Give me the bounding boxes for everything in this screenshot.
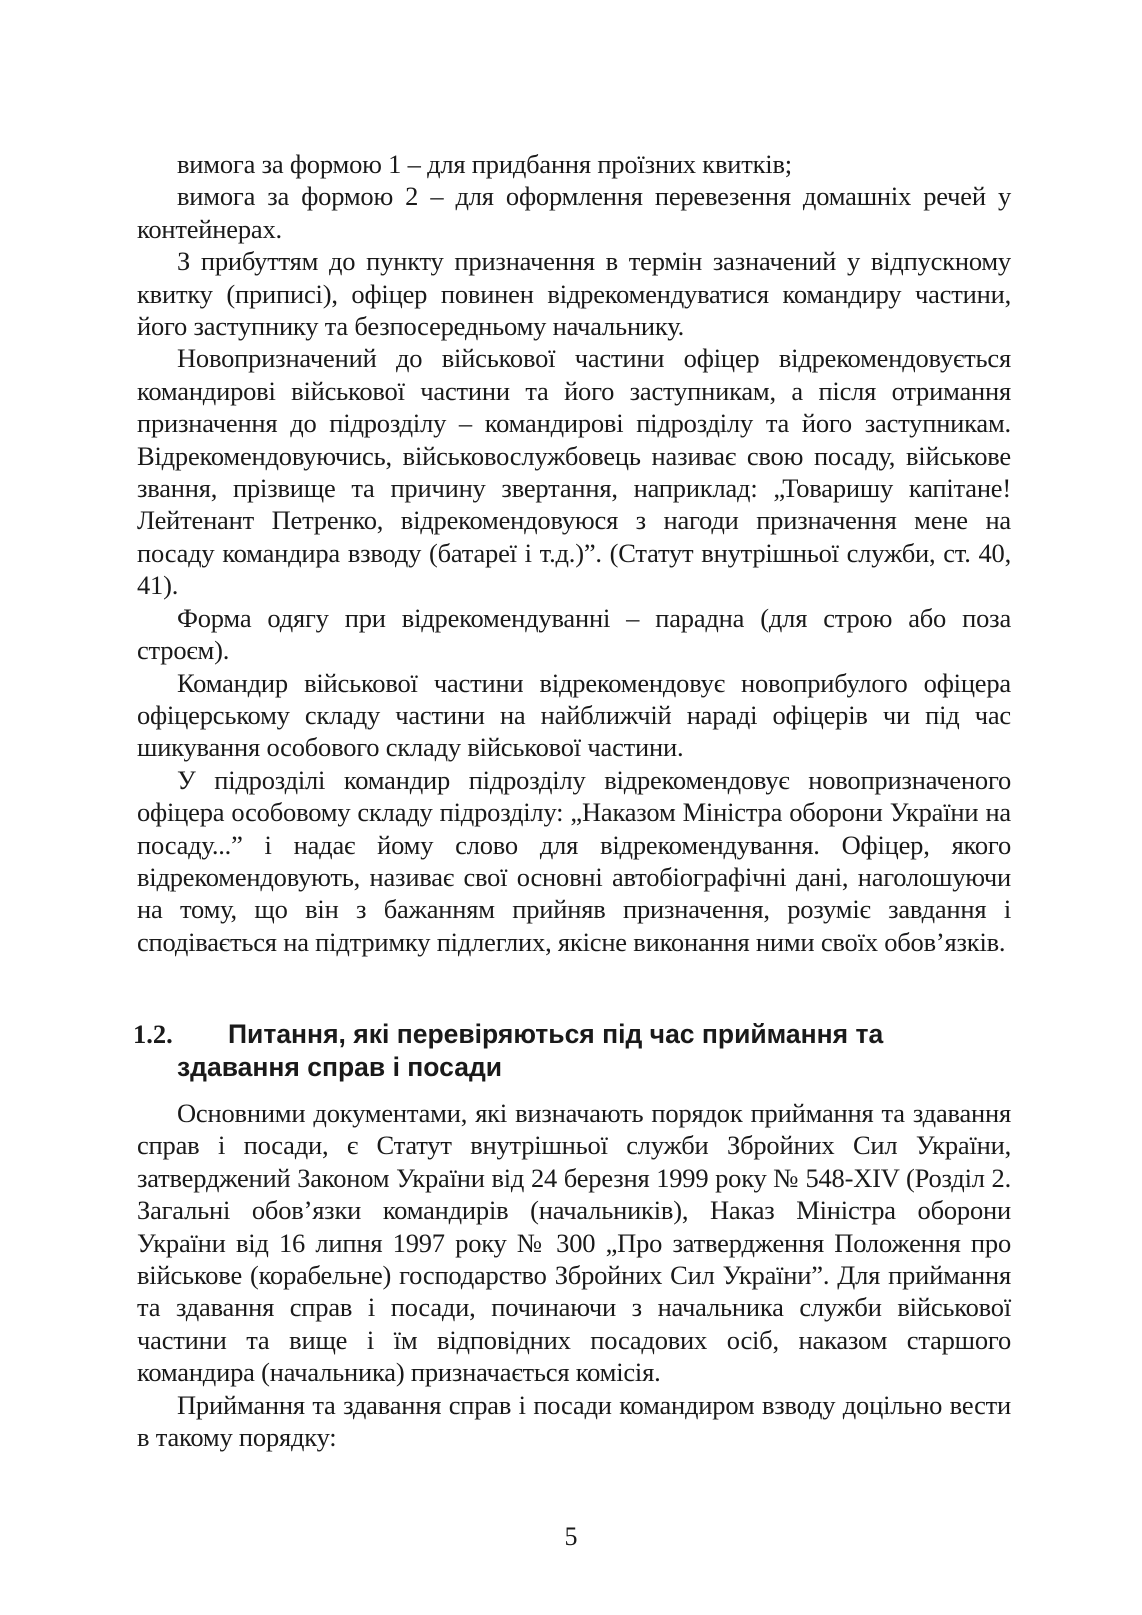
body-text-bottom [137,1097,1011,1453]
section-title-line-1: Питання, які перевіряються під час приймання та [228,1019,884,1049]
paragraph: Основними документами, які визначають порядок приймання та здавання справ і посади, є Статут внутрішньої служби Збройних Сил України, затверджений Законом України від 24 березня 1999 року № 548-XIV (Розділ 2. Загальні обов’язки командирів (начальників), Наказ Міністра оборони України від 16 липня 1997 року № 300 „Про затвердження Положення про військове (корабельне) господарство Збройних Сил України”. Для приймання та здавання справ і посади, починаючи з начальника служби військової частини та вище і їм відповідних посадових осіб, наказом старшого командира (начальника) призначається комісія. [137,1098,1011,1388]
paragraph: Форма одягу при відрекомендуванні – парадна (для строю або поза строєм). [137,602,1011,666]
paragraph: Приймання та здавання справ і посади командиром взводу доцільно вести в такому порядку: [137,1389,1011,1453]
paragraph: З прибуттям до пункту призначення в термін зазначений у відпускному квитку (приписі), офіцер повинен відрекомендуватися командиру частини, його заступнику та безпосередньому начальнику. [137,246,1011,342]
paragraph: вимога за формою 1 – для придбання проїзних квитків; [177,149,792,179]
section-number: 1.2. [133,1019,173,1049]
section-heading [133,1018,1013,1084]
page-number: 5 [564,1522,578,1551]
section-title-line-2: здавання справ і посади [177,1052,503,1082]
paragraph: Командир військової частини відрекомендовує новоприбулого офіцера офіцерському складу частини на найближчій нараді офіцерів чи під час шикування особового складу військової частини. [137,667,1011,763]
paragraph: вимога за формою 2 – для оформлення перевезення домашніх речей у контейнерах. [137,181,1011,244]
body-text-top [137,148,1011,958]
paragraph: Новопризначений до військової частини офіцер відрекомендовується командирові військової частини та його заступникам, а після отримання призначення до підрозділу – командирові підрозділу та його заступникам. Відрекомендовуючись, військовослужбовець називає свою посаду, військове звання, прізвище та причину звертання, наприклад: „Товаришу капітане! Лейтенант Петренко, відрекомендовуюся з нагоди призначення мене на посаду командира взводу (батареї і т.д.)”. (Статут внутрішньої служби, ст. 40, 41). [137,343,1011,601]
paragraph: У підрозділі командир підрозділу відрекомендовує новопризначеного офіцера особовому складу підрозділу: „Наказом Міністра оборони України на посаду...” і надає йому слово для відрекомендування. Офіцер, якого відрекомендовують, називає свої основні автобіографічні дані, наголошуючи на тому, що він з бажанням прийняв призначення, розуміє завдання і сподівається на підтримку підлеглих, якісне виконання ними своїх обов’язків. [137,764,1011,957]
